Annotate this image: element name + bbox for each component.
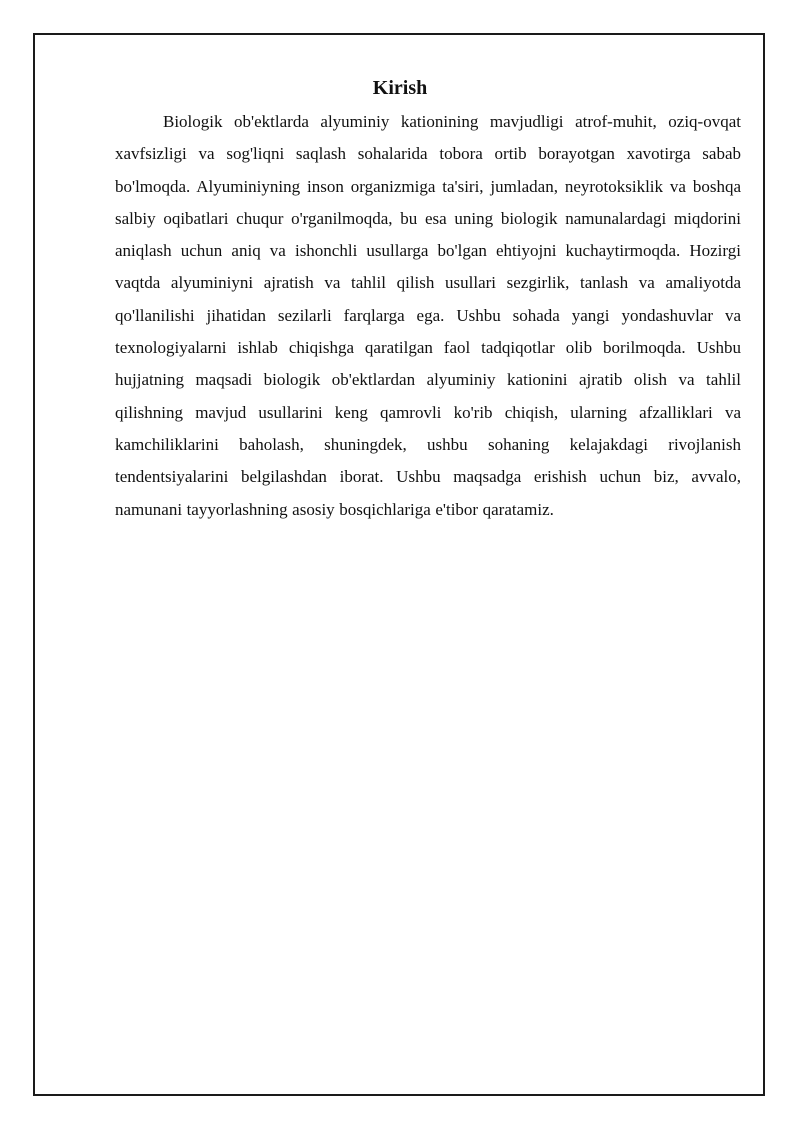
page-title: Kirish	[372, 77, 428, 99]
body-paragraph: Biologik ob'ektlarda alyuminiy kationining mavjudligi atrof-muhit, oziq-ovqat xavfsizligi va sog'liqni saqlash sohalarida tobora ortib borayotgan xavotirga sabab bo'lmoqda. Alyuminiyning inson organizmiga ta'siri, jumladan, neyrotoksiklik va boshqa salbiy oqibatlari chuqur o'rganilmoqda, bu esa uning biologik namunalardagi miqdorini aniqlash uchun aniq va ishonchli usullarga bo'lgan ehtiyojni kuchaytirmoqda. Hozirgi vaqtda alyuminiyni ajratish va tahlil qilish usullari sezgirlik, tanlash va amaliyotda qo'llanilishi jihatidan sezilarli farqlarga ega. Ushbu sohada yangi yondashuvlar va texnologiyalarni ishlab chiqishga qaratilgan faol tadqiqotlar olib borilmoqda. Ushbu hujjatning maqsadi biologik ob'ektlardan alyuminiy kationini ajratib olish va tahlil qilishning mavjud usullarini keng qamrovli ko'rib chiqish, ularning afzalliklari va kamchiliklarini baholash, shuningdek, ushbu sohaning kelajakdagi rivojlanish tendentsiyalarini belgilashdan iborat. Ushbu maqsadga erishish uchun biz, avvalo, namunani tayyorlashning asosiy bosqichlariga e'tibor qaratamiz.	[115, 112, 741, 519]
